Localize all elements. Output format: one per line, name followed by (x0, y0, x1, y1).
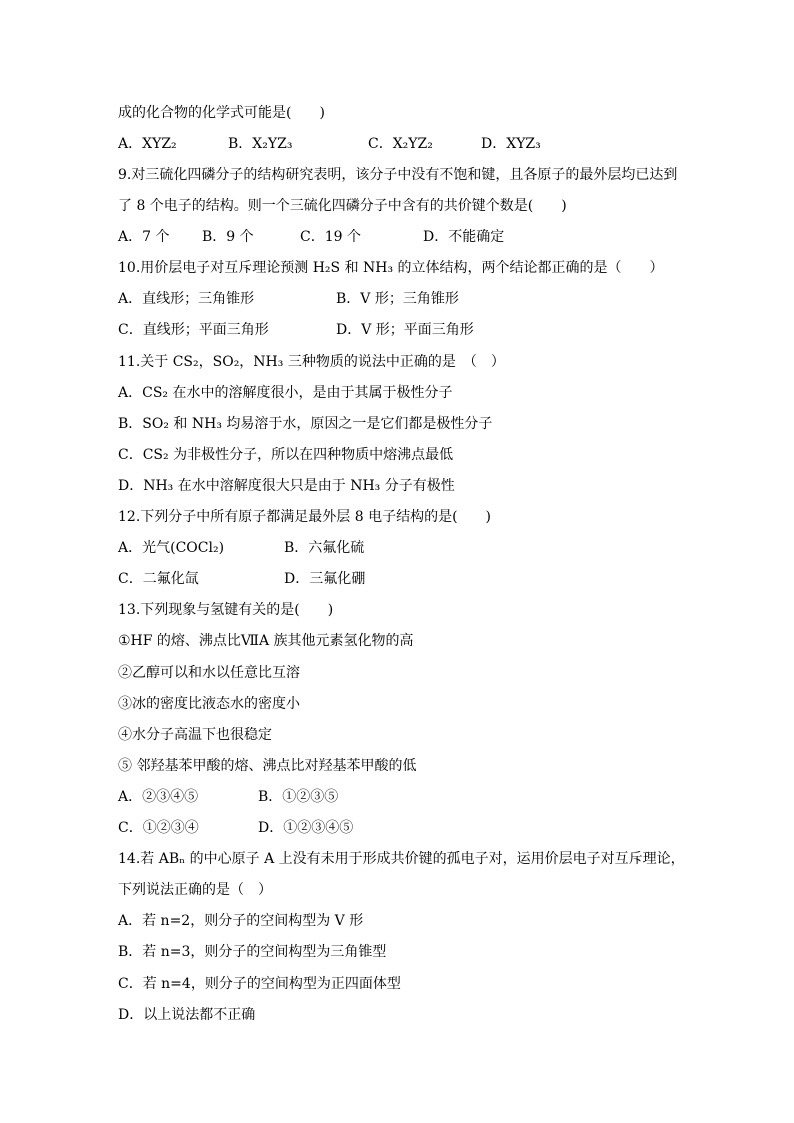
answer-option: A．XYZ₂ (118, 136, 177, 152)
text-line: 下列说法正确的是（ ） (118, 882, 272, 898)
text-line: 10.用价层电子对互斥理论预测 H₂S 和 NH₃ 的立体结构，两个结论都正确的是（ ） (118, 260, 664, 276)
answer-option: B．六氟化硫 (284, 540, 365, 556)
text-line: ②乙醇可以和水以任意比互溶 (118, 665, 300, 681)
text-line: D．以上说法都不正确 (118, 1007, 256, 1023)
text-line: 成的化合物的化学式可能是( ) (118, 105, 325, 121)
answer-option: B．9 个 (202, 229, 254, 245)
answer-option: B．①②③⑤ (258, 789, 339, 805)
text-line: 12.下列分子中所有原子都满足最外层 8 电子结构的是( ) (118, 509, 491, 525)
answer-option: D．三氟化硼 (284, 571, 366, 587)
text-line: 了 8 个电子的结构。则一个三硫化四磷分子中含有的共价键个数是( ) (118, 198, 567, 214)
text-line: A．若 n=2，则分子的空间构型为 V 形 (118, 913, 364, 929)
text-line: B．SO₂ 和 NH₃ 均易溶于水，原因之一是它们都是极性分子 (118, 416, 493, 432)
text-line: D．NH₃ 在水中溶解度很大只是由于 NH₃ 分子有极性 (118, 478, 455, 494)
answer-option: C．①②③④ (118, 820, 199, 836)
text-line: ⑤ 邻羟基苯甲酸的熔、沸点比对羟基苯甲酸的低 (118, 758, 417, 774)
answer-option: C．X₂YZ₂ (368, 136, 433, 152)
text-line: C．若 n=4，则分子的空间构型为正四面体型 (118, 976, 401, 992)
answer-option: C．直线形；平面三角形 (118, 322, 269, 338)
answer-option: B．X₂YZ₃ (228, 136, 293, 152)
answer-option: A．直线形；三角锥形 (118, 291, 255, 307)
text-line: ③冰的密度比液态水的密度小 (118, 696, 300, 712)
text-line: B．若 n=3，则分子的空间构型为三角锥型 (118, 944, 387, 960)
text-line: A．CS₂ 在水中的溶解度很小，是由于其属于极性分子 (118, 385, 453, 401)
text-line: 9.对三硫化四磷分子的结构研究表明，该分子中没有不饱和键，且各原子的最外层均已达到 (118, 167, 678, 183)
answer-option: A．②③④⑤ (118, 789, 199, 805)
answer-option: D．XYZ₃ (481, 136, 541, 152)
answer-option: A．光气(COCl₂) (118, 540, 225, 556)
answer-option: D．不能确定 (423, 229, 505, 245)
text-line: C．CS₂ 为非极性分子，所以在四种物质中熔沸点最低 (118, 447, 454, 463)
text-line: ④水分子高温下也很稳定 (118, 727, 272, 743)
answer-option: C．二氟化氙 (118, 571, 199, 587)
text-line: ①HF 的熔、沸点比ⅦA 族其他元素氢化物的高 (118, 633, 414, 649)
text-line: 11.关于 CS₂，SO₂，NH₃ 三种物质的说法中正确的是 （ ） (118, 354, 505, 370)
text-line: 14.若 ABₙ 的中心原子 A 上没有未用于形成共价键的孤电子对，运用价层电子对互斥理论， (118, 851, 685, 867)
answer-option: D．①②③④⑤ (258, 820, 354, 836)
answer-option: D．V 形；平面三角形 (336, 322, 474, 338)
answer-option: C．19 个 (300, 229, 361, 245)
answer-option: A．7 个 (118, 229, 170, 245)
text-line: 13.下列现象与氢键有关的是( ) (118, 602, 334, 618)
answer-option: B．V 形；三角锥形 (336, 291, 459, 307)
